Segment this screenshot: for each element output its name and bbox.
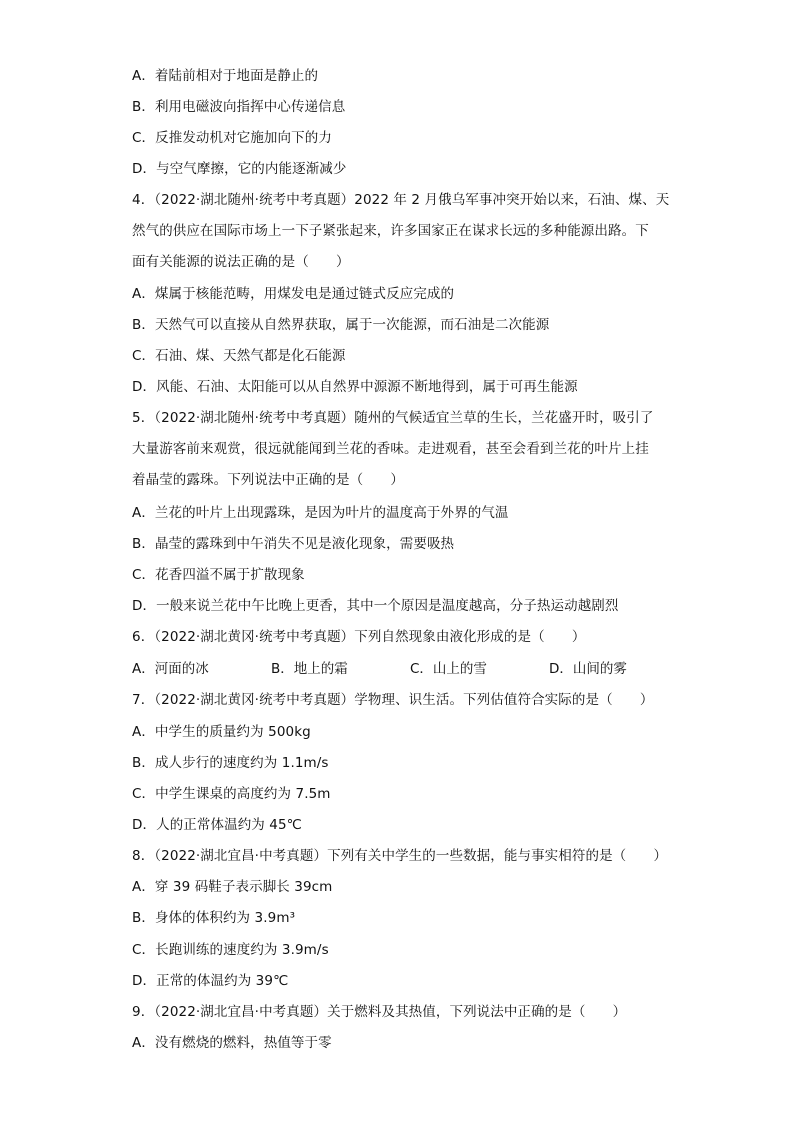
q4-option-d: D．风能、石油、太阳能可以从自然界中源源不断地得到，属于可再生能源 <box>132 379 578 395</box>
q7-option-a: A．中学生的质量约为 500kg <box>132 724 311 740</box>
q8-stem: 8．（2022·湖北宜昌·中考真题）下列有关中学生的一些数据，能与事实相符的是（ ） <box>132 848 668 864</box>
q6-option-c: C．山上的雪 <box>410 661 487 677</box>
q9-option-a: A．没有燃烧的燃料，热值等于零 <box>132 1035 332 1051</box>
q4-stem-line-3: 面有关能源的说法正确的是（ ） <box>132 254 350 270</box>
q8-option-d: D．正常的体温约为 39℃ <box>132 973 289 989</box>
q6-option-d: D．山间的雾 <box>549 661 627 677</box>
q5-stem-line-3: 着晶莹的露珠。下列说法中正确的是（ ） <box>132 472 404 488</box>
q6-option-a: A．河面的冰 <box>132 661 209 677</box>
q6-stem: 6．（2022·湖北黄冈·统考中考真题）下列自然现象由液化形成的是（ ） <box>132 629 586 645</box>
q5-option-c: C．花香四溢不属于扩散现象 <box>132 567 305 583</box>
q4-stem-line-2: 然气的供应在国际市场上一下子紧张起来，许多国家正在谋求长远的多种能源出路。下 <box>132 223 649 239</box>
q5-option-b: B．晶莹的露珠到中午消失不见是液化现象，需要吸热 <box>132 536 455 552</box>
q3-option-a: A．着陆前相对于地面是静止的 <box>132 68 319 84</box>
q5-stem-line-2: 大量游客前来观赏，很远就能闻到兰花的香味。走进观看，甚至会看到兰花的叶片上挂 <box>132 441 649 457</box>
q7-option-c: C．中学生课桌的高度约为 7.5m <box>132 786 331 802</box>
q3-option-b: B．利用电磁波向指挥中心传递信息 <box>132 99 346 115</box>
q7-option-d: D．人的正常体温约为 45℃ <box>132 817 302 833</box>
q8-option-b: B．身体的体积约为 3.9m³ <box>132 910 296 926</box>
q5-stem-line-1: 5．（2022·湖北随州·统考中考真题）随州的气候适宜兰草的生长，兰花盛开时，吸引了 <box>132 410 654 426</box>
q5-option-d: D．一般来说兰花中午比晚上更香，其中一个原因是温度越高，分子热运动越剧烈 <box>132 598 619 614</box>
q8-option-a: A．穿 39 码鞋子表示脚长 39cm <box>132 879 333 895</box>
q4-option-c: C．石油、煤、天然气都是化石能源 <box>132 348 346 364</box>
q3-option-c: C．反推发动机对它施加向下的力 <box>132 130 332 146</box>
q4-option-a: A．煤属于核能范畴，用煤发电是通过链式反应完成的 <box>132 286 455 302</box>
q4-stem-line-1: 4．（2022·湖北随州·统考中考真题）2022 年 2 月俄乌军事冲突开始以来，石油、煤、天 <box>132 192 670 208</box>
q3-option-d: D．与空气摩擦，它的内能逐渐减少 <box>132 161 347 177</box>
q7-option-b: B．成人步行的速度约为 1.1m/s <box>132 755 329 771</box>
q8-option-c: C．长跑训练的速度约为 3.9m/s <box>132 942 329 958</box>
q9-stem: 9．（2022·湖北宜昌·中考真题）关于燃料及其热值，下列说法中正确的是（ ） <box>132 1004 627 1020</box>
q5-option-a: A．兰花的叶片上出现露珠，是因为叶片的温度高于外界的气温 <box>132 505 509 521</box>
q6-option-b: B．地上的霜 <box>271 661 348 677</box>
q4-option-b: B．天然气可以直接从自然界获取，属于一次能源，而石油是二次能源 <box>132 317 550 333</box>
q7-stem: 7．（2022·湖北黄冈·统考中考真题）学物理、识生活。下列估值符合实际的是（ ） <box>132 692 654 708</box>
